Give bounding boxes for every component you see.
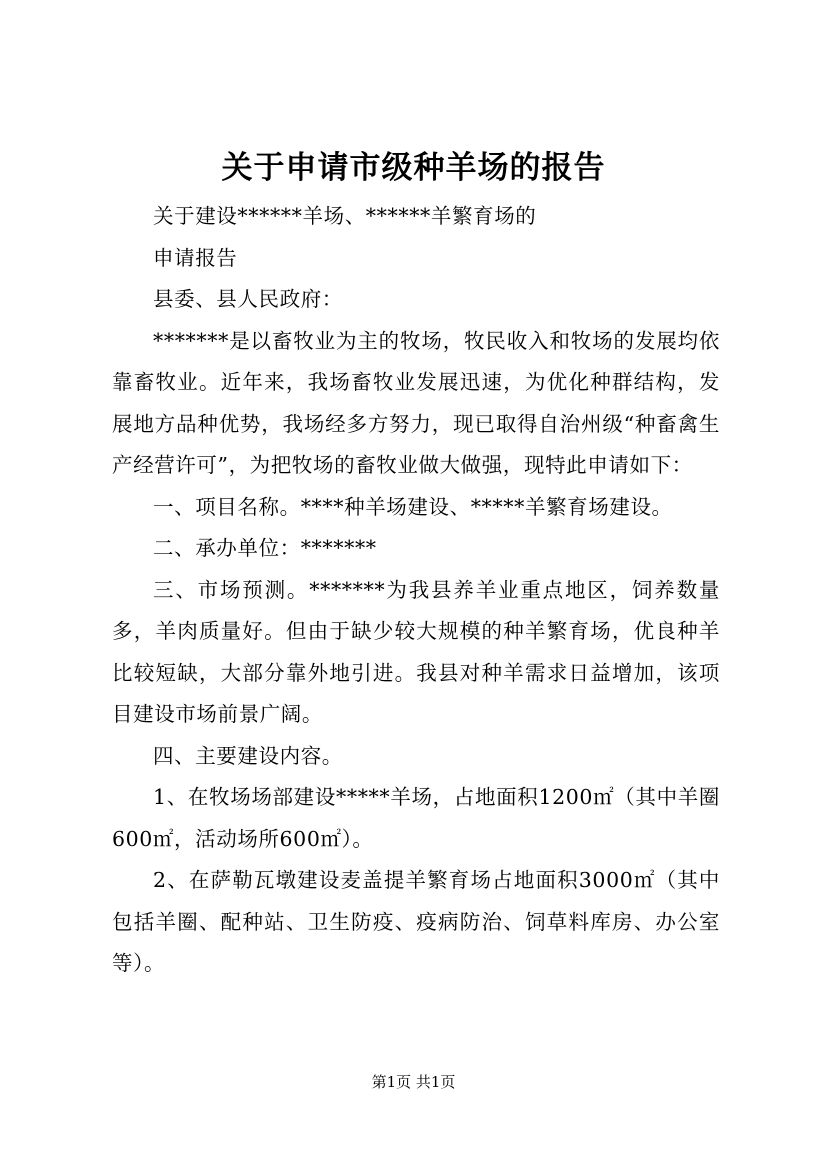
paragraph-subject-line-1: 关于建设******羊场、******羊繁育场的 (153, 204, 537, 228)
paragraph-organizer: 二、承办单位：******* (153, 536, 377, 560)
paragraph-market-forecast: 三、市场预测。*******为我县养羊业重点地区，饲养数量多，羊肉质量好。但由于缺少较大规模的种羊繁育场，优良种羊比较短缺，大部分靠外地引进。我县对种羊需求日益增加，该项目建设市场前景广阔。 (112, 577, 720, 726)
page-number-footer: 第1页 共1页 (371, 1073, 456, 1091)
paragraph-construction-heading: 四、主要建设内容。 (153, 743, 343, 768)
paragraph-project-name: 一、项目名称。****种羊场建设、*****羊繁育场建设。 (153, 494, 673, 519)
paragraph-addressee: 县委、县人民政府： (153, 287, 343, 311)
paragraph-construction-item-1: 1、在牧场场部建设*****羊场，占地面积1200㎡（其中羊圈600㎡，活动场所600㎡）。 (112, 785, 720, 851)
document-body (112, 196, 720, 985)
document-title: 关于申请市级种羊场的报告 (221, 150, 606, 186)
paragraph-subject-line-2: 申请报告 (153, 245, 238, 270)
paragraph-construction-item-2: 2、在萨勒瓦墩建设麦盖提羊繁育场占地面积3000㎡（其中包括羊圈、配种站、卫生防疫、疫病防治、饲草料库房、办公室等）。 (112, 868, 720, 975)
paragraph-intro: *******是以畜牧业为主的牧场，牧民收入和牧场的发展均依靠畜牧业。近年来，我场畜牧业发展迅速，为优化种群结构，发展地方品种优势，我场经多方努力，现已取得自治州级“种畜禽生产经营许可”，为把牧场的畜牧业做大做强，现特此申请如下： (112, 328, 720, 477)
